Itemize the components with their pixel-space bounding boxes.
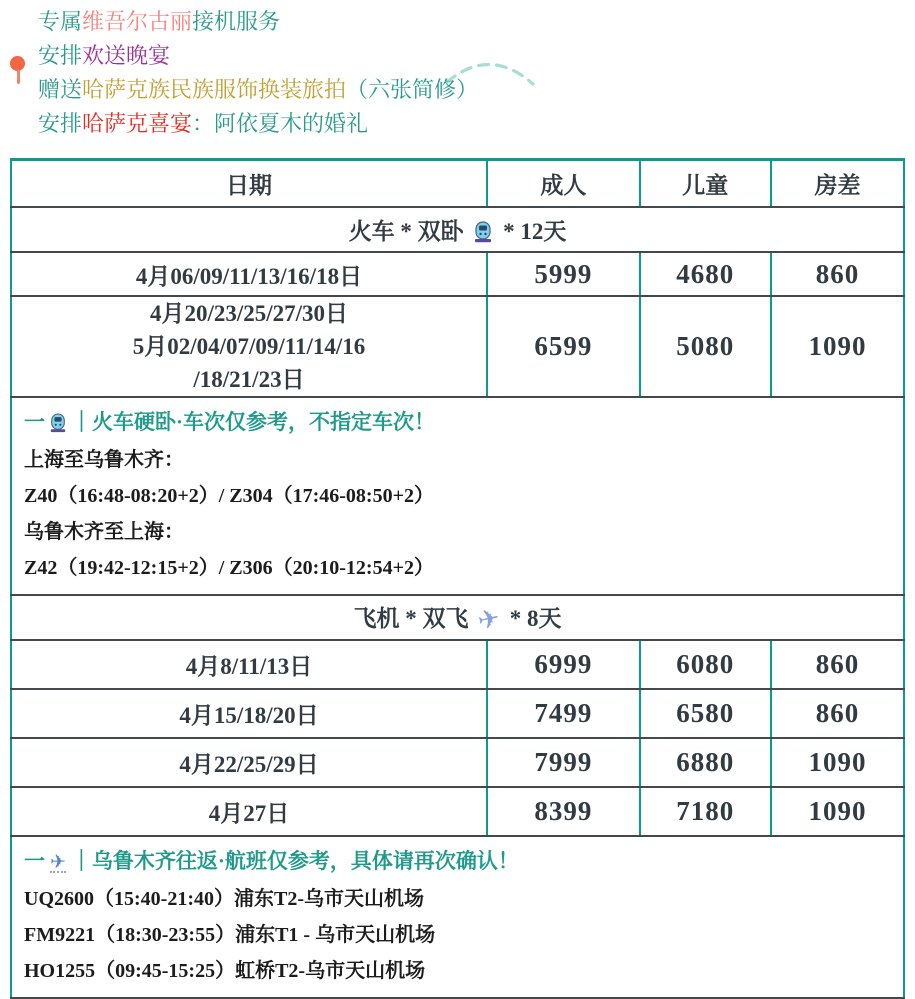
date-line: 4月20/23/25/27/30日 bbox=[149, 301, 349, 326]
room-diff: 1090 bbox=[771, 738, 904, 787]
child-price: 5080 bbox=[640, 296, 771, 397]
header-adult: 成人 bbox=[487, 160, 640, 208]
flight-section-row bbox=[11, 595, 904, 640]
table-row bbox=[11, 738, 904, 787]
train-icon bbox=[49, 413, 67, 433]
date-cell: 4月22/25/29日 bbox=[11, 738, 487, 787]
date-cell: 4月15/18/20日 bbox=[11, 689, 487, 738]
flight-title-post: * 8天 bbox=[509, 606, 562, 631]
feature-line-pickup bbox=[38, 5, 478, 39]
train-note-line: 乌鲁木齐至上海： bbox=[24, 521, 184, 543]
header-date: 日期 bbox=[11, 160, 487, 208]
header-room-diff: 房差 bbox=[771, 160, 904, 208]
feature-highlight: 维吾尔古丽 bbox=[82, 9, 193, 34]
train-notes-row bbox=[11, 397, 904, 595]
feature-text: 安排 bbox=[38, 43, 83, 68]
feature-text: ：阿依夏木的婚礼 bbox=[192, 111, 369, 136]
flight-title-pre: 飞机 * 双飞 bbox=[353, 606, 469, 631]
adult-price: 5999 bbox=[487, 252, 640, 296]
feature-line-wedding bbox=[38, 107, 478, 141]
plane-icon: ✈ bbox=[475, 603, 503, 637]
table-row bbox=[11, 296, 904, 397]
train-notes-cell bbox=[11, 397, 904, 595]
train-note-title bbox=[24, 410, 891, 434]
date-cell: 4月06/09/11/13/16/18日 bbox=[11, 252, 487, 296]
child-price: 4680 bbox=[640, 252, 771, 296]
pin-head bbox=[10, 56, 25, 71]
table-header-row bbox=[11, 160, 904, 208]
adult-price: 8399 bbox=[487, 787, 640, 836]
adult-price: 7999 bbox=[487, 738, 640, 787]
feature-text: （六张简修） bbox=[346, 77, 479, 102]
price-table bbox=[10, 158, 905, 999]
flight-notes-row bbox=[11, 836, 904, 998]
feature-text: 安排 bbox=[38, 111, 83, 136]
train-section-title bbox=[11, 207, 904, 252]
date-cell: 4月27日 bbox=[11, 787, 487, 836]
train-note-line: Z42（19:42-12:15+2）/ Z306（20:10-12:54+2） bbox=[24, 557, 434, 579]
note-dash: 一 bbox=[24, 849, 45, 873]
plane-departure-icon: ✈ bbox=[50, 851, 66, 873]
room-diff: 860 bbox=[771, 252, 904, 296]
note-dash: 一 bbox=[24, 410, 45, 434]
room-diff: 1090 bbox=[771, 296, 904, 397]
train-title-pre: 火车 * 双卧 bbox=[348, 219, 464, 244]
table-row bbox=[11, 787, 904, 836]
feature-line-photo bbox=[38, 73, 478, 107]
train-title-post: * 12天 bbox=[503, 219, 567, 244]
table-row bbox=[11, 252, 904, 296]
feature-text: 专属 bbox=[38, 9, 83, 34]
table-row bbox=[11, 640, 904, 689]
room-diff: 860 bbox=[771, 640, 904, 689]
pin-stem bbox=[17, 70, 20, 84]
adult-price: 6599 bbox=[487, 296, 640, 397]
flight-section-title bbox=[11, 595, 904, 640]
room-diff: 1090 bbox=[771, 787, 904, 836]
feature-line-banquet bbox=[38, 39, 478, 73]
child-price: 6080 bbox=[640, 640, 771, 689]
date-cell bbox=[11, 296, 487, 397]
pin-icon bbox=[10, 56, 26, 84]
date-cell: 4月8/11/13日 bbox=[11, 640, 487, 689]
feature-text: 赠送 bbox=[38, 77, 83, 102]
child-price: 6580 bbox=[640, 689, 771, 738]
flight-note-line: UQ2600（15:40-21:40）浦东T2-乌市天山机场 bbox=[24, 888, 424, 910]
header-child: 儿童 bbox=[640, 160, 771, 208]
adult-price: 7499 bbox=[487, 689, 640, 738]
note-title-text: ｜乌鲁木齐往返·航班仅参考，具体请再次确认！ bbox=[70, 849, 519, 873]
train-note-line: Z40（16:48-08:20+2）/ Z304（17:46-08:50+2） bbox=[24, 485, 434, 507]
adult-price: 6999 bbox=[487, 640, 640, 689]
note-title-text: ｜火车硬卧·车次仅参考，不指定车次！ bbox=[71, 410, 436, 434]
table-row bbox=[11, 689, 904, 738]
date-line: /18/21/23日 bbox=[193, 367, 305, 392]
train-section-row bbox=[11, 207, 904, 252]
train-icon bbox=[473, 221, 493, 243]
flight-notes-cell bbox=[11, 836, 904, 998]
feature-highlight: 哈萨克族民族服饰换装旅拍 bbox=[82, 77, 347, 102]
child-price: 6880 bbox=[640, 738, 771, 787]
child-price: 7180 bbox=[640, 787, 771, 836]
flight-note-line: HO1255（09:45-15:25）虹桥T2-乌市天山机场 bbox=[24, 960, 426, 982]
flight-note-title bbox=[24, 849, 891, 873]
room-diff: 860 bbox=[771, 689, 904, 738]
date-line: 5月02/04/07/09/11/14/16 bbox=[132, 334, 366, 359]
feature-highlight: 哈萨克喜宴 bbox=[82, 111, 193, 136]
train-note-line: 上海至乌鲁木齐： bbox=[24, 449, 184, 471]
feature-text: 接机服务 bbox=[192, 9, 281, 34]
flight-note-line: FM9221（18:30-23:55）浦东T1 - 乌市天山机场 bbox=[24, 924, 436, 946]
feature-highlight: 欢送晚宴 bbox=[82, 43, 171, 68]
feature-list bbox=[38, 5, 478, 141]
